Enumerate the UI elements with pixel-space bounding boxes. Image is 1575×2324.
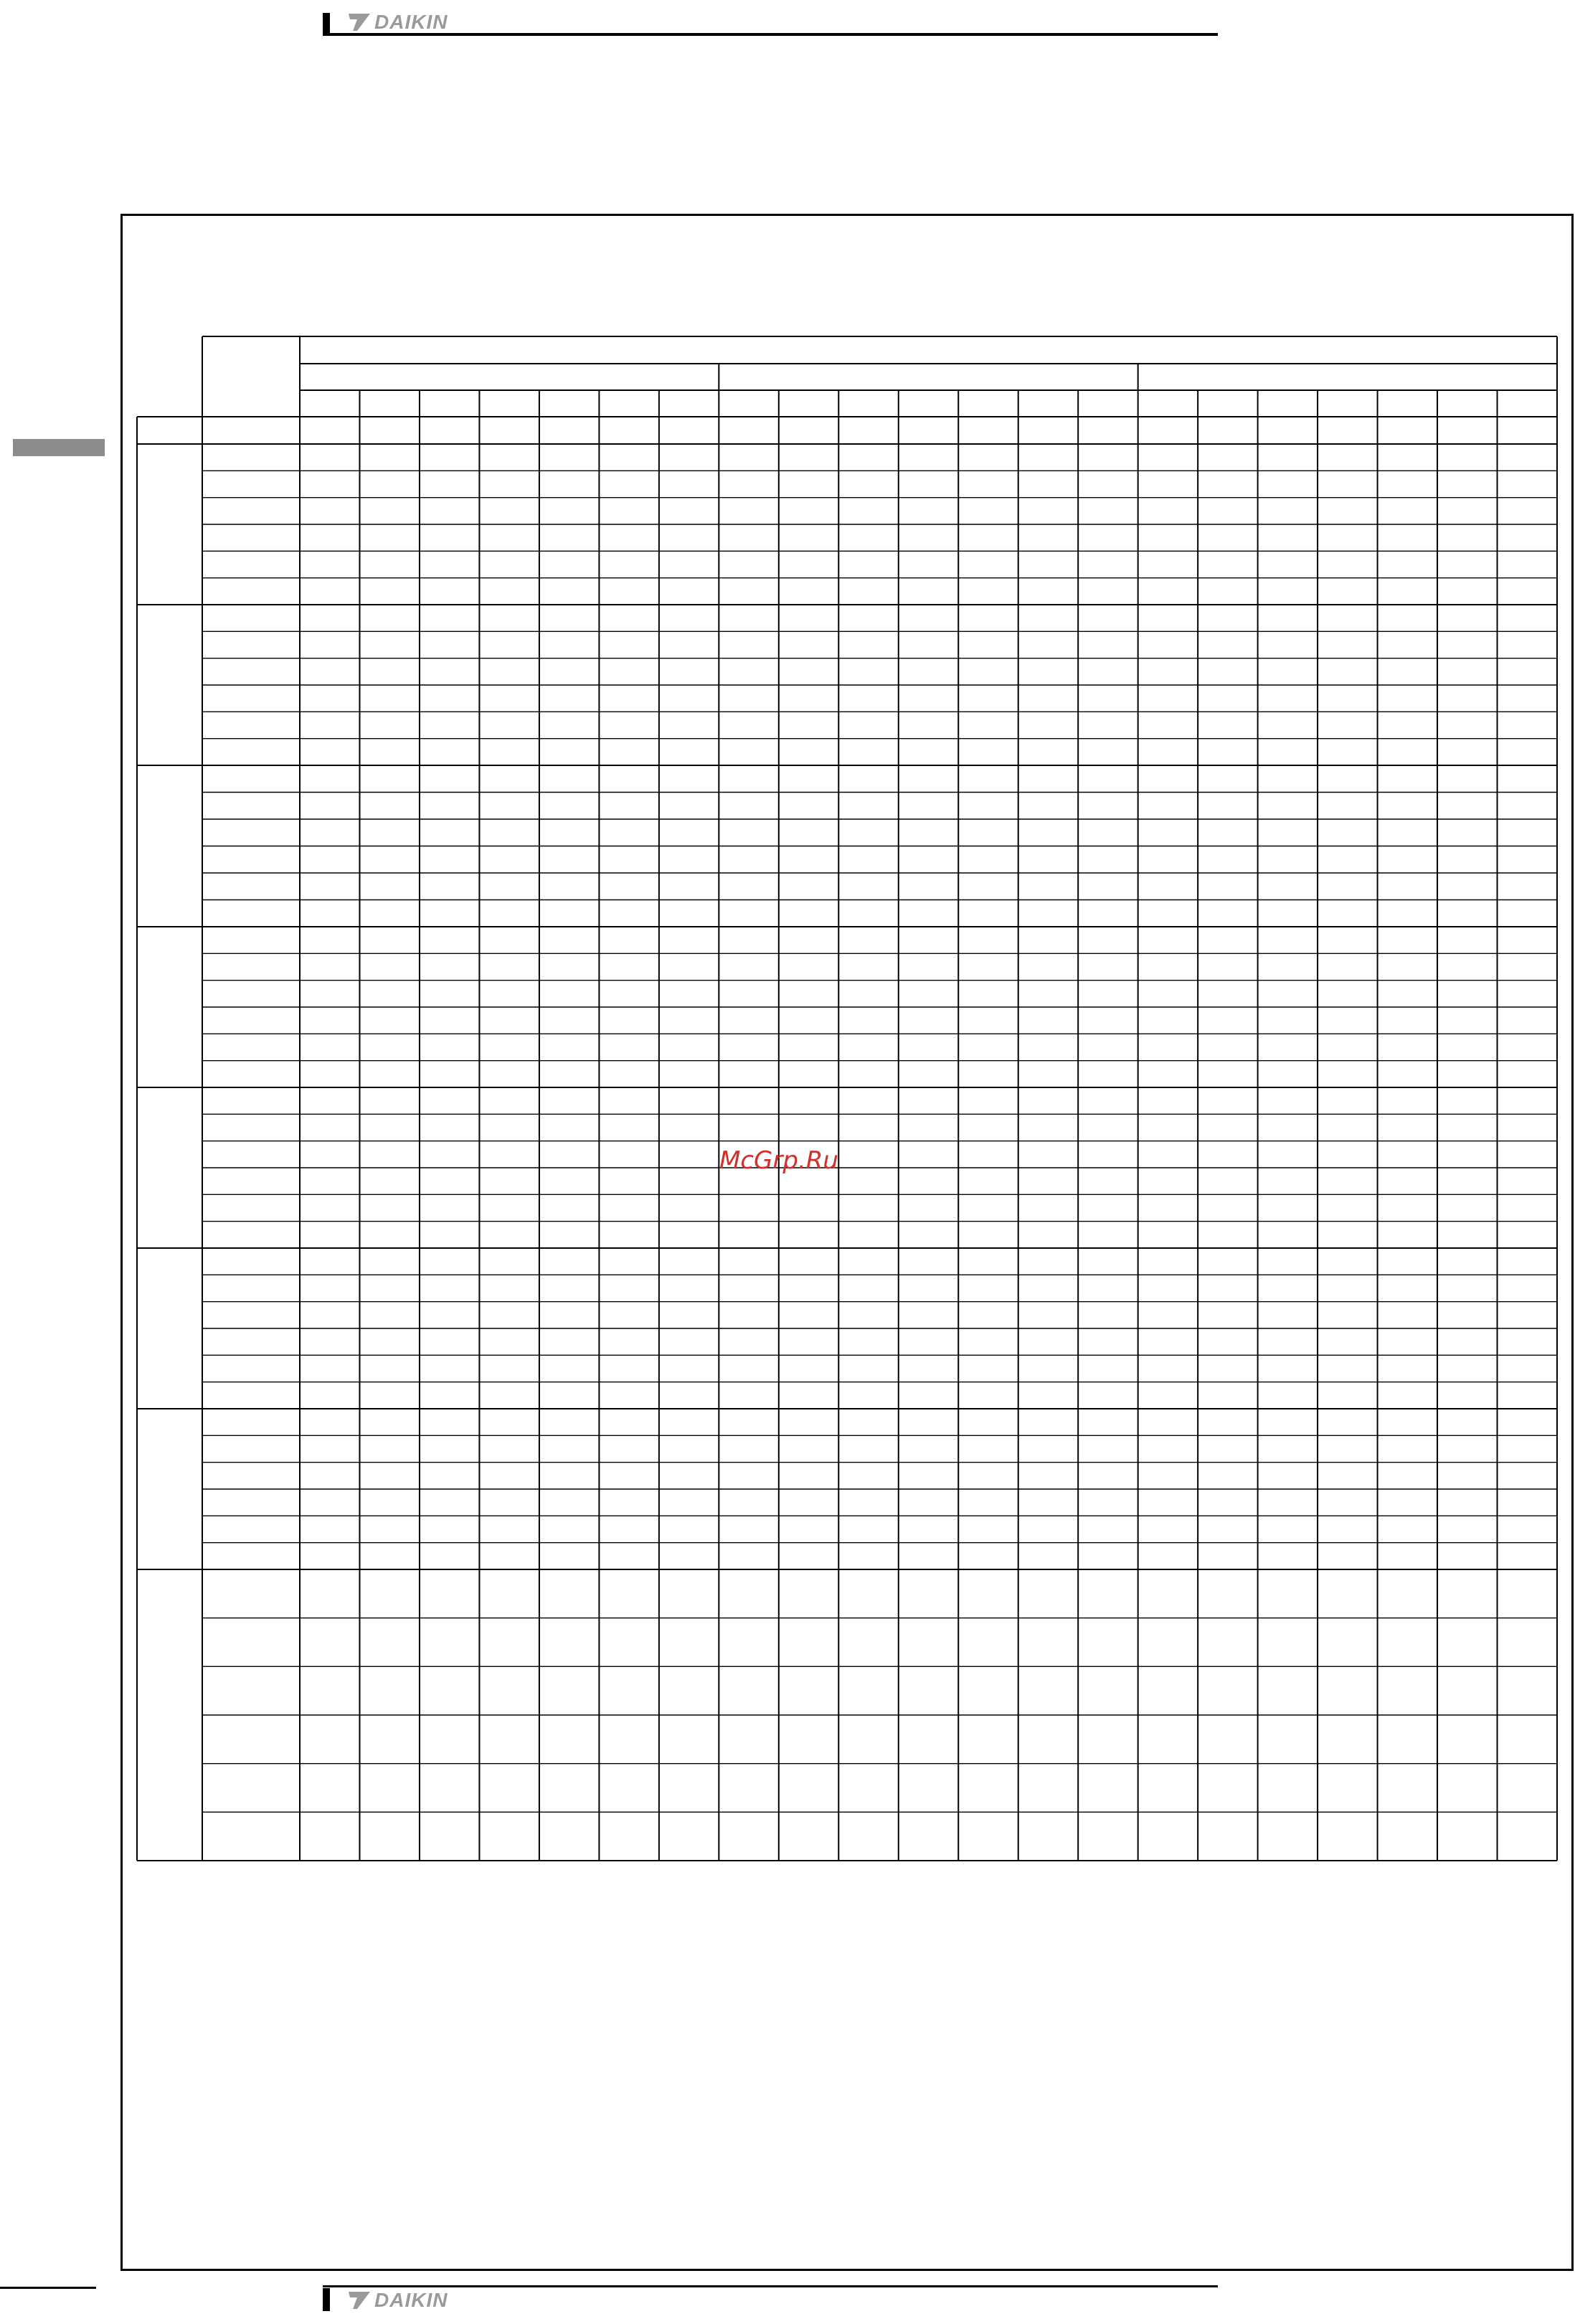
daikin-logo-icon <box>347 2290 372 2310</box>
watermark: McGrp.Ru <box>719 1146 838 1175</box>
footer-brand-text: DAIKIN <box>374 2289 448 2311</box>
footer-left-rule <box>0 2287 96 2289</box>
header-brand-text: DAIKIN <box>374 11 448 33</box>
page-footer <box>323 2285 1218 2311</box>
footer-tick-mark <box>323 2288 330 2311</box>
footer-logo <box>347 2290 448 2311</box>
footer-rule <box>323 2285 1218 2287</box>
